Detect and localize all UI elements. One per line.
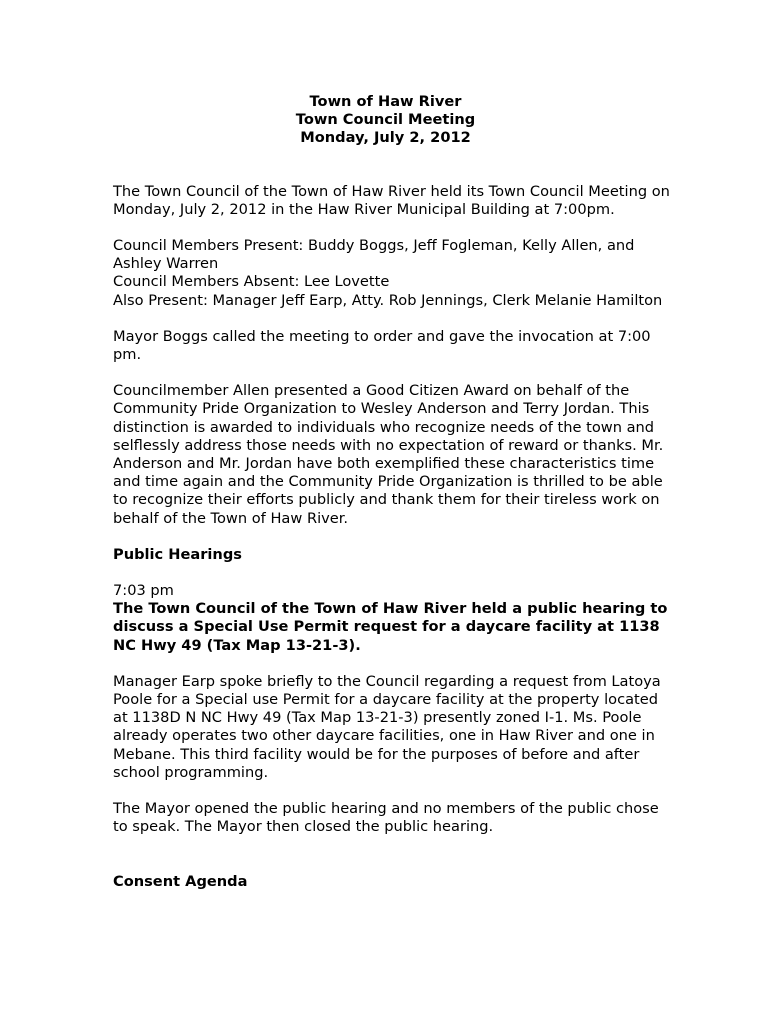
- award-paragraph: Councilmember Allen presented a Good Citizen Award on behalf of the Community Pride Organization to Wesley Anderson and Terry Jordan. This distinction is awarded to individuals who recognize needs of the town and selflessly address those needs with no expectation of reward or thanks. Mr. Anderson and Mr. Jordan have both exemplified these characteristics time and time again and the Community Pride Organization is thrilled to be able to recognize their efforts publicly and thank them for their tireless work on behalf of the Town of Haw River.: [113, 382, 664, 527]
- public-hearings-heading: Public Hearings: [113, 545, 242, 563]
- attendance-block: [113, 237, 673, 310]
- hearing-time: 7:03 pm: [113, 582, 174, 600]
- members-present: Council Members Present: Buddy Boggs, Jeff Fogleman, Kelly Allen, and Ashley Warren: [113, 237, 635, 273]
- town-name: Town of Haw River: [309, 93, 462, 110]
- document-title-block: [113, 93, 658, 148]
- consent-agenda-heading: Consent Agenda: [113, 872, 248, 890]
- meeting-date: Monday, July 2, 2012: [300, 129, 471, 147]
- call-to-order-paragraph: Mayor Boggs called the meeting to order and gave the invocation at 7:00 pm.: [113, 327, 651, 364]
- also-present: Also Present: Manager Jeff Earp, Atty. Rob Jennings, Clerk Melanie Hamilton: [113, 291, 663, 309]
- hearing-closing-paragraph: The Mayor opened the public hearing and no members of the public chose to speak. The Mayor then closed the public hearing.: [113, 800, 659, 836]
- members-absent: Council Members Absent: Lee Lovette: [113, 273, 390, 291]
- hearing-block: [113, 582, 673, 655]
- intro-paragraph: The Town Council of the Town of Haw River held its Town Council Meeting on Monday, July 2, 2012 in the Haw River Municipal Building at 7:00pm.: [113, 182, 670, 218]
- hearing-summary: The Town Council of the Town of Haw River held a public hearing to discuss a Special Use Permit request for a daycare facility at 1138 NC Hwy 49 (Tax Map 13-21-3).: [113, 600, 668, 654]
- hearing-details-paragraph: Manager Earp spoke briefly to the Council regarding a request from Latoya Poole for a Special use Permit for a daycare facility at the property located at 1138D N NC Hwy 49 (Tax Map 13-21-3) presently zoned I-1. Ms. Poole already operates two other daycare facilities, one in Haw River and one in Mebane. This third facility would be for the purposes of before and after school programming.: [113, 672, 661, 781]
- meeting-name: Town Council Meeting: [295, 111, 476, 129]
- document-page: [113, 93, 673, 891]
